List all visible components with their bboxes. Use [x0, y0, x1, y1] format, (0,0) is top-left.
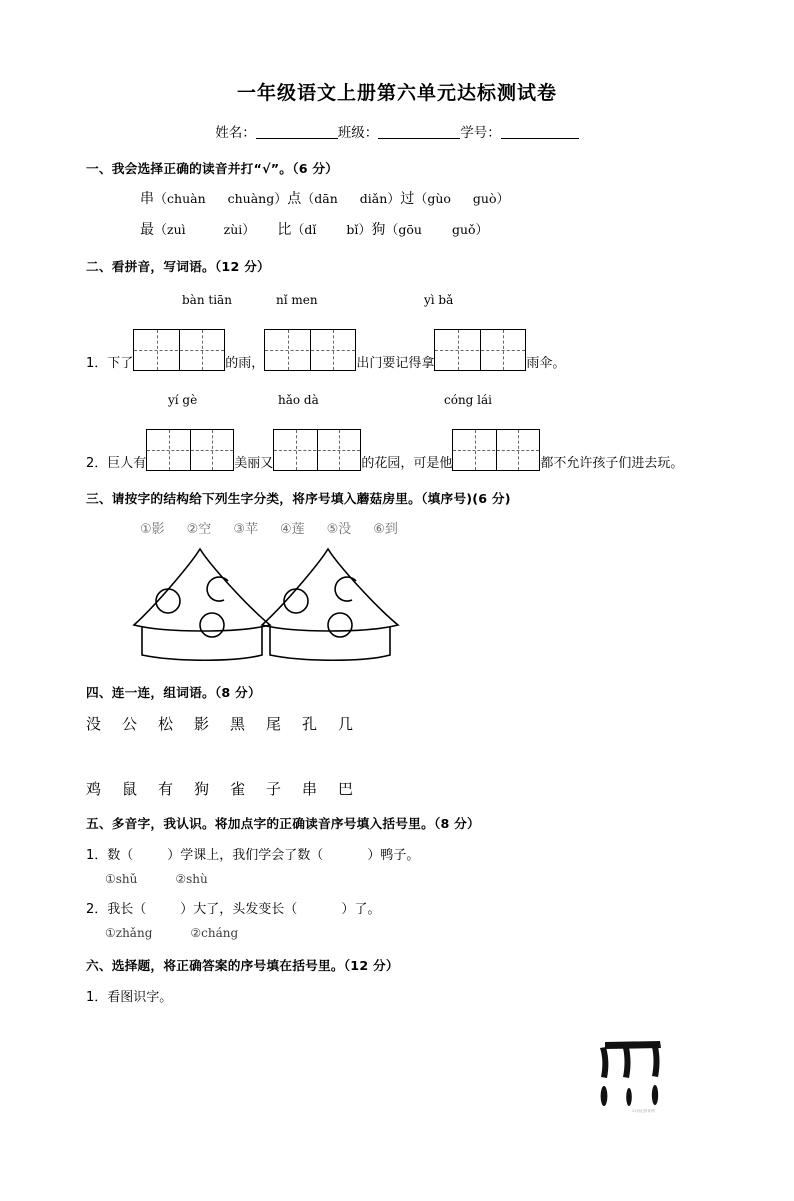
section-4-row-bottom [86, 778, 794, 799]
s3-choice-6[interactable]: ⑥到 [373, 522, 398, 537]
s4-bottom-3[interactable]: 有 [158, 780, 174, 798]
section-3-heading: 三、请按字的结构给下列生字分类，将序号填入蘑菇房里。（填序号)(6 分) [86, 491, 511, 506]
section-6-heading: 六、选择题，将正确答案的序号填在括号里。（12 分） [86, 958, 399, 973]
s4-bottom-1[interactable]: 鸡 [86, 780, 102, 798]
s1-option-dian-b[interactable]: diǎn [359, 191, 388, 206]
page-title: 一年级语文上册第六单元达标测试卷 [236, 82, 557, 104]
section-2-heading: 二、看拼音，写词语。（12 分） [86, 259, 270, 274]
s1b-paren-close-1: ） [242, 223, 256, 238]
s4-top-2[interactable]: 公 [122, 715, 138, 733]
section-5-question-2 [86, 898, 794, 917]
student-id-blank[interactable] [501, 125, 579, 139]
q2-number: 2． [86, 456, 108, 471]
s1b-paren-open-3: （ [385, 223, 399, 238]
s1-char-zui: 最 [140, 222, 154, 238]
s5-q2-option-2[interactable]: ②cháng [190, 926, 239, 940]
s1b-paren-open-2: （ [291, 223, 305, 238]
s4-top-4[interactable]: 影 [194, 715, 210, 733]
s4-top-8[interactable]: 几 [338, 715, 354, 733]
mushroom-houses-figure [130, 543, 794, 665]
section-5-q1-options [105, 872, 794, 886]
answer-grid-ban-tian[interactable] [133, 329, 225, 371]
s1-paren-open-1: （ [154, 192, 168, 207]
s1-paren-close-1: ） [274, 192, 288, 207]
q1-text-3: 出门要记得拿 [356, 356, 435, 371]
mushroom-house-right [262, 549, 398, 660]
test-paper-page [0, 78, 794, 1201]
glyph-watermark: 21世纪教育网 [632, 1109, 655, 1113]
answer-grid-yi-ge[interactable] [146, 429, 234, 471]
s1-option-guo-b[interactable]: guò [472, 191, 497, 206]
s1-option-chuan-b[interactable]: chuàng [227, 191, 275, 206]
section-2-q2-sentence [86, 429, 683, 471]
answer-grid-cong-lai[interactable] [452, 429, 540, 471]
student-id-label: 学号： [460, 125, 501, 141]
s5-q2-text-3: ）了。 [341, 902, 381, 917]
s1-paren-close-3: ） [496, 192, 510, 207]
s6-q1-text: 看图识字。 [107, 990, 173, 1005]
s5-q1-option-1[interactable]: ①shǔ [105, 872, 138, 886]
oracle-bone-rain-pictograph [598, 1040, 674, 1120]
section-4-row-top [86, 713, 794, 734]
name-blank[interactable] [256, 125, 338, 139]
s5-q1-number: 1． [86, 848, 108, 863]
s4-top-6[interactable]: 尾 [266, 715, 282, 733]
student-info-row [0, 121, 794, 141]
s5-q1-option-2[interactable]: ②shù [175, 872, 208, 886]
q2-text-4: 都不允许孩子们进去玩。 [540, 456, 684, 471]
py-cong-lai: cóng lái [444, 393, 492, 407]
section-2-question-2 [0, 385, 794, 471]
s4-bottom-4[interactable]: 狗 [194, 780, 210, 798]
section-1-row-1 [140, 188, 794, 208]
s1-char-gou: 狗 [371, 222, 386, 238]
s4-bottom-7[interactable]: 串 [302, 780, 318, 798]
s6-q1-number: 1． [86, 990, 108, 1005]
s4-top-7[interactable]: 孔 [302, 715, 318, 733]
s1-option-zui-b[interactable]: zùi [223, 222, 243, 237]
s3-choice-2[interactable]: ②空 [186, 522, 212, 537]
s4-top-3[interactable]: 松 [158, 715, 174, 733]
s1-option-dian-a[interactable]: dān [314, 191, 338, 206]
s5-q2-option-1[interactable]: ①zhǎng [105, 926, 153, 940]
s1b-paren-open-1: （ [154, 223, 168, 238]
s3-choice-4[interactable]: ④莲 [279, 522, 305, 537]
section-3-choice-list [140, 518, 794, 537]
name-label: 姓名： [215, 125, 256, 141]
s3-choice-1[interactable]: ①影 [140, 522, 165, 537]
s1-option-bi-a[interactable]: dǐ [304, 222, 317, 237]
section-2-q1-sentence [86, 329, 565, 371]
answer-grid-ni-men[interactable] [264, 329, 356, 371]
q2-text-1: 巨人有 [107, 456, 147, 471]
py-yi-ge: yí gè [168, 393, 198, 407]
q1-number: 1． [86, 356, 108, 371]
q1-text-1: 下了 [107, 356, 134, 371]
mushroom-house-left [134, 549, 270, 660]
py-hao-da: hǎo dà [278, 393, 319, 407]
s1-option-chuan-a[interactable]: chuàn [167, 191, 206, 206]
section-5-q2-options [105, 926, 794, 940]
s1-option-gou-b[interactable]: guǒ [451, 222, 476, 237]
q2-text-2: 美丽又 [234, 456, 274, 471]
q2-text-3: 的花园，可是他 [361, 456, 453, 471]
s1-option-gou-a[interactable]: gōu [398, 222, 422, 237]
section-1-heading: 一、我会选择正确的读音并打“√”。（6 分） [86, 161, 339, 176]
s5-q2-number: 2． [86, 902, 108, 917]
s1b-paren-close-2: ） [358, 223, 372, 238]
s4-bottom-5[interactable]: 雀 [230, 780, 246, 798]
q1-text-4: 雨伞。 [526, 356, 566, 371]
s1-option-zui-a[interactable]: zuì [167, 222, 186, 237]
s1-char-bi: 比 [277, 222, 292, 238]
class-label: 班级： [337, 125, 379, 141]
section-6-question-1 [86, 986, 794, 1005]
py-ni-men: nǐ men [276, 293, 318, 307]
q1-text-2: 的雨， [225, 356, 265, 371]
py-ban-tian: bàn tiān [182, 293, 232, 307]
s5-q1-text-2: ）学课上，我们学会了数（ [167, 848, 324, 863]
s4-top-5[interactable]: 黑 [230, 715, 246, 733]
answer-grid-hao-da[interactable] [273, 429, 361, 471]
py-yi-ba: yì bǎ [424, 293, 454, 307]
section-2-question-1 [0, 285, 794, 371]
s1-option-guo-a[interactable]: gùo [427, 191, 451, 206]
section-5-question-1 [86, 844, 794, 863]
section-4-heading: 四、连一连，组词语。（8 分） [86, 685, 261, 700]
s4-bottom-2[interactable]: 鼠 [122, 780, 138, 798]
s5-q2-text-1: 我长（ [107, 902, 147, 917]
s5-q1-text-3: ）鸭子。 [367, 848, 420, 863]
s4-top-1[interactable]: 没 [86, 715, 102, 733]
s1b-paren-close-3: ） [475, 223, 489, 238]
s1-char-dian: 点 [287, 191, 302, 207]
class-blank[interactable] [378, 125, 460, 139]
section-1-row-2 [140, 219, 794, 239]
s5-q2-text-2: ）大了，头发变长（ [180, 902, 298, 917]
s3-choice-3[interactable]: ③苹 [233, 522, 258, 537]
s3-choice-5[interactable]: ⑤没 [326, 522, 352, 537]
s4-bottom-8[interactable]: 巴 [338, 780, 354, 798]
s4-bottom-6[interactable]: 子 [266, 780, 282, 798]
s1-paren-close-2: ） [387, 192, 401, 207]
answer-grid-yi-ba[interactable] [434, 329, 526, 371]
s1-paren-open-2: （ [301, 192, 315, 207]
s1-char-chuan: 串 [140, 191, 154, 207]
section-5-heading: 五、多音字，我认识。将加点字的正确读音序号填入括号里。（8 分） [86, 816, 480, 831]
s5-q1-text-1: 数（ [107, 848, 134, 863]
s1-option-bi-b[interactable]: bǐ [346, 222, 359, 237]
s1-char-guo: 过 [400, 191, 415, 207]
s1-paren-open-3: （ [414, 192, 428, 207]
